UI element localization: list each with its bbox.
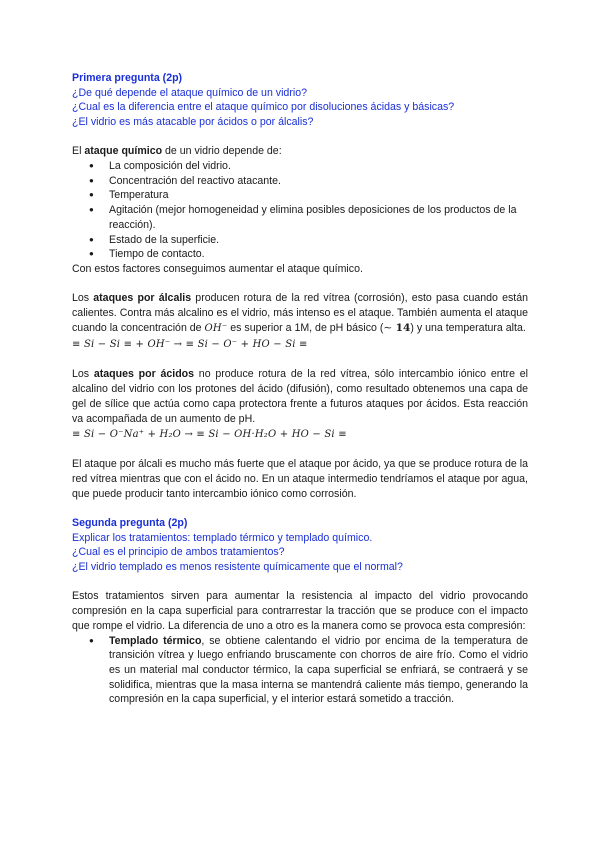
list-item: [72, 634, 528, 708]
alkali-equation: ≡ Si − Si ≡ + OH⁻ → ≡ Si − O⁻ + HO − Si ≡: [72, 339, 308, 351]
comparison-paragraph: El ataque por álcali es mucho más fuerte que el ataque por ácido, ya que se produce rotura de la red vítrea mientras que con el ácido no. En un ataque intermedio tendríamos el ataque por agua, que puede producir tanto intercambio iónico como corrosión.: [72, 458, 528, 500]
document-content: [72, 71, 528, 707]
alkali-bold: ataques por álcalis: [93, 292, 192, 305]
alkali-text-2: es superior a 1M, de pH básico (: [227, 321, 384, 334]
factor-list: [72, 159, 528, 262]
acid-paragraph: [72, 367, 528, 426]
answer-1-intro: [72, 144, 528, 159]
question-1-line-2: ¿Cual es la diferencia entre el ataque químico por disoluciones ácidas y básicas?: [72, 101, 455, 114]
intro-text-end: de un vidrio depende de:: [162, 145, 282, 158]
factors-closing: Con estos factores conseguimos aumentar el ataque químico.: [72, 262, 363, 275]
question-1-title: Primera pregunta (2p): [72, 72, 183, 84]
thermal-text: , se obtiene calentando el vidrio por encima de la temperatura de transición vítrea y luego enfriando bruscamente con chorros de aire frío. Como el vidrio es un material mal conductor térmico, la capa superficial se enfriará, se contraerá y se solidifica, mientras que la masa interna se mantendrá caliente más tiempo, generando la compresión en la capa superficial, y el interior estará sometido a tracción.: [109, 634, 528, 706]
intro-bold: ataque químico: [84, 145, 163, 158]
alkali-text-3: ) y una temperatura alta.: [410, 321, 526, 334]
alkali-text-1: producen rotura de la red vítrea (corrosión), esto pasa cuando están calientes. Contra más alcalino es el vidrio, más intenso es el ataque. También aumenta el ataque cuando la concentración de: [72, 292, 528, 334]
list-item: ● Agitación (mejor homogeneidad y elimina posibles deposiciones de los productos de la reacción).: [72, 203, 528, 232]
list-item: ● La composición del vidrio.: [72, 159, 528, 174]
acid-equation: ≡ Si − O⁻Na⁺ + H₂O → ≡ Si − OH·H₂O + HO − Si ≡: [72, 429, 347, 441]
list-item: ● Estado de la superficie.: [72, 233, 528, 248]
alkali-pre: Los: [72, 292, 94, 305]
question-2-line-2: ¿Cual es el principio de ambos tratamientos?: [72, 546, 285, 559]
acid-bold: ataques por ácidos: [93, 368, 195, 381]
ph-value: 14: [395, 321, 411, 334]
acid-text: no produce rotura de la red vítrea, sólo intercambio iónico entre el alcalino del vidrio con los protones del ácido (difusión), como resultado obtenemos una capa de gel de sílice que actúa como capa protectora frente a futuros ataques por ácidos. Esta reacción va acompañada de un aumento de pH.: [72, 368, 528, 425]
answer-2-intro: Estos tratamientos sirven para aumentar la resistencia al impacto del vidrio provocando compresión en la capa superficial para contrarrestar la tracción que se produce con el impacto que rompe el vidrio. La diferencia de uno a otro es la manera como se provoca esta compresión:: [72, 590, 528, 632]
question-2-title: Segunda pregunta (2p): [72, 517, 188, 530]
list-item: ● Tiempo de contacto.: [72, 247, 528, 262]
approx-symbol: ∼: [383, 321, 396, 334]
question-1-line-3: ¿El vidrio es más atacable por ácidos o por álcalis?: [72, 116, 314, 129]
thermal-bold: Templado térmico: [109, 634, 202, 647]
question-2-line-1: Explicar los tratamientos: templado térmico y templado químico.: [72, 531, 373, 544]
hydroxide-ion: OH⁻: [204, 322, 228, 334]
list-item: ● Temperatura: [72, 188, 528, 203]
question-1-line-1: ¿De qué depende el ataque químico de un vidrio?: [72, 86, 307, 99]
list-item: ● Concentración del reactivo atacante.: [72, 174, 528, 189]
alkali-paragraph: [72, 291, 528, 336]
intro-text: El: [72, 145, 85, 158]
treatment-list: [72, 634, 528, 708]
question-2-line-3: ¿El vidrio templado es menos resistente químicamente que el normal?: [72, 561, 403, 574]
acid-pre: Los: [72, 368, 94, 381]
